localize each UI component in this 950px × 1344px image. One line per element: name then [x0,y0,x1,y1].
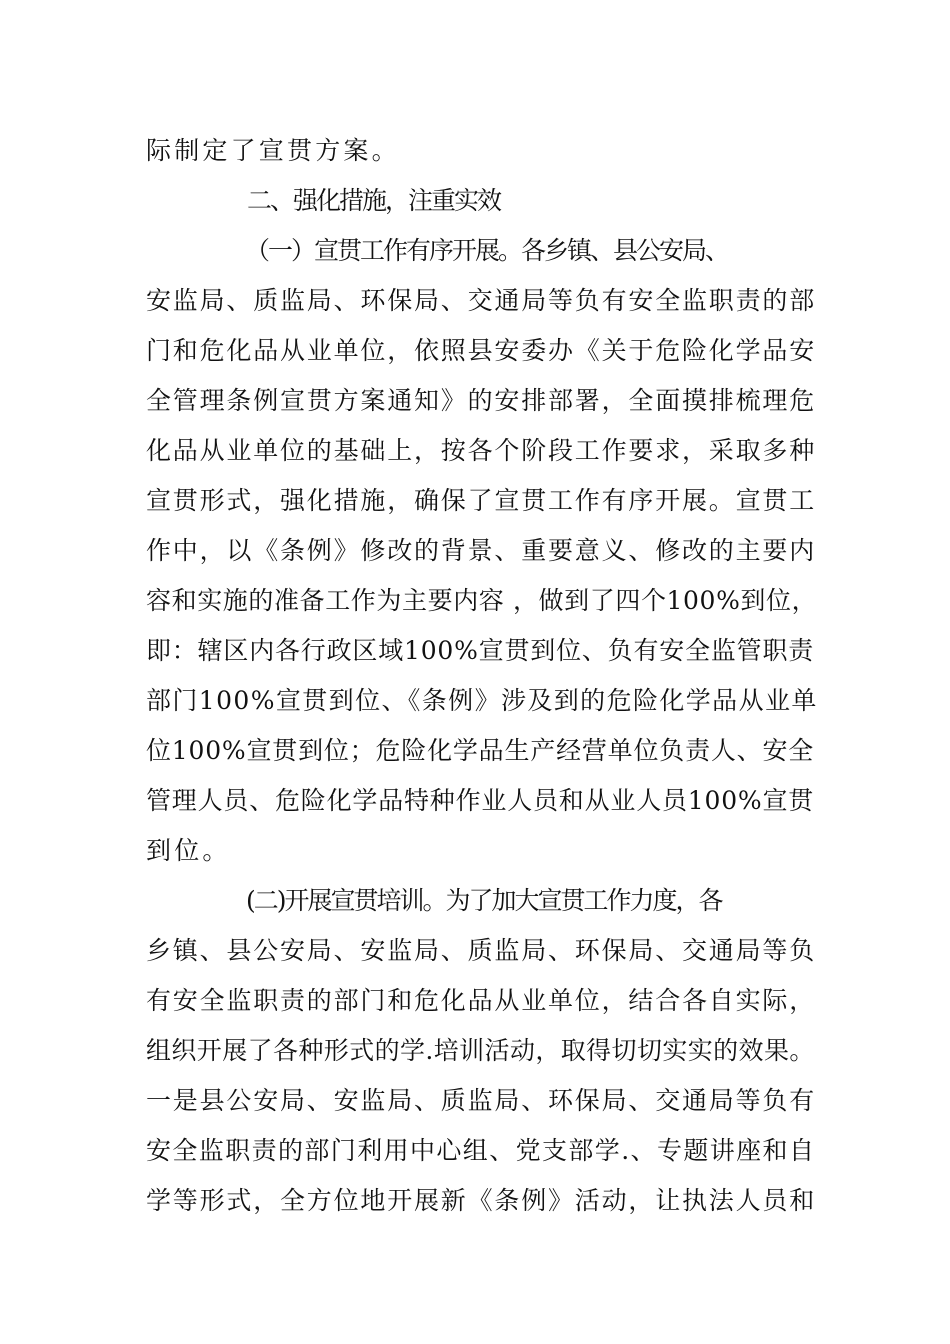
paragraph-line: 全管理条例宣贯方案通知》的安排部署，全面摸排梳理危 [146,386,817,415]
subsection-heading-line: （一）宣贯工作有序开展。各乡镇、县公安局、 [245,236,729,265]
paragraph-line: 宣贯形式，强化措施，确保了宣贯工作有序开展。宣贯工 [146,486,817,515]
paragraph-line: 乡镇、县公安局、安监局、质监局、环保局、交通局等负 [146,936,817,965]
paragraph-line: 一是县公安局、安监局、质监局、环保局、交通局等负有 [146,1086,817,1115]
paragraph-line: 到位。 [146,836,231,865]
paragraph-line: 安全监职责的部门利用中心组、党支部学.、专题讲座和自 [146,1136,816,1165]
paragraph-line: 门和危化品从业单位，依照县安委办《关于危险化学品安 [146,336,817,365]
paragraph-line: 际制定了宣贯方案。 [146,136,400,165]
paragraph-line: 安监局、质监局、环保局、交通局等负有安全监职责的部 [146,286,817,315]
paragraph-line: 组织开展了各种形式的学.培训活动，取得切切实实的效果。 [146,1036,815,1065]
paragraph-line: 学等形式，全方位地开展新《条例》活动，让执法人员和 [146,1186,817,1215]
paragraph-line: 有安全监职责的部门和危化品从业单位，结合各自实际， [146,986,817,1015]
paragraph-line: 管理人员、危险化学品特种作业人员和从业人员100%宣贯 [146,786,815,815]
paragraph-line: 容和实施的准备工作为主要内容 ，做到了四个100%到位， [146,586,818,615]
paragraph-line: 即：辖区内各行政区域100%宣贯到位、负有安全监管职责 [146,636,815,665]
paragraph-line: 化品从业单位的基础上，按各个阶段工作要求，采取多种 [146,436,817,465]
subsection-heading-line: (二)开展宣贯培训。为了加大宣贯工作力度，各 [246,886,722,915]
paragraph-line: 位100%宣贯到位；危险化学品生产经营单位负责人、安全 [146,736,815,765]
paragraph-line: 部门100%宣贯到位、《条例》涉及到的危险化学品从业单 [146,686,818,715]
section-heading: 二、强化措施，注重实效 [247,186,501,215]
paragraph-line: 作中，以《条例》修改的背景、重要意义、修改的主要内 [146,536,817,565]
